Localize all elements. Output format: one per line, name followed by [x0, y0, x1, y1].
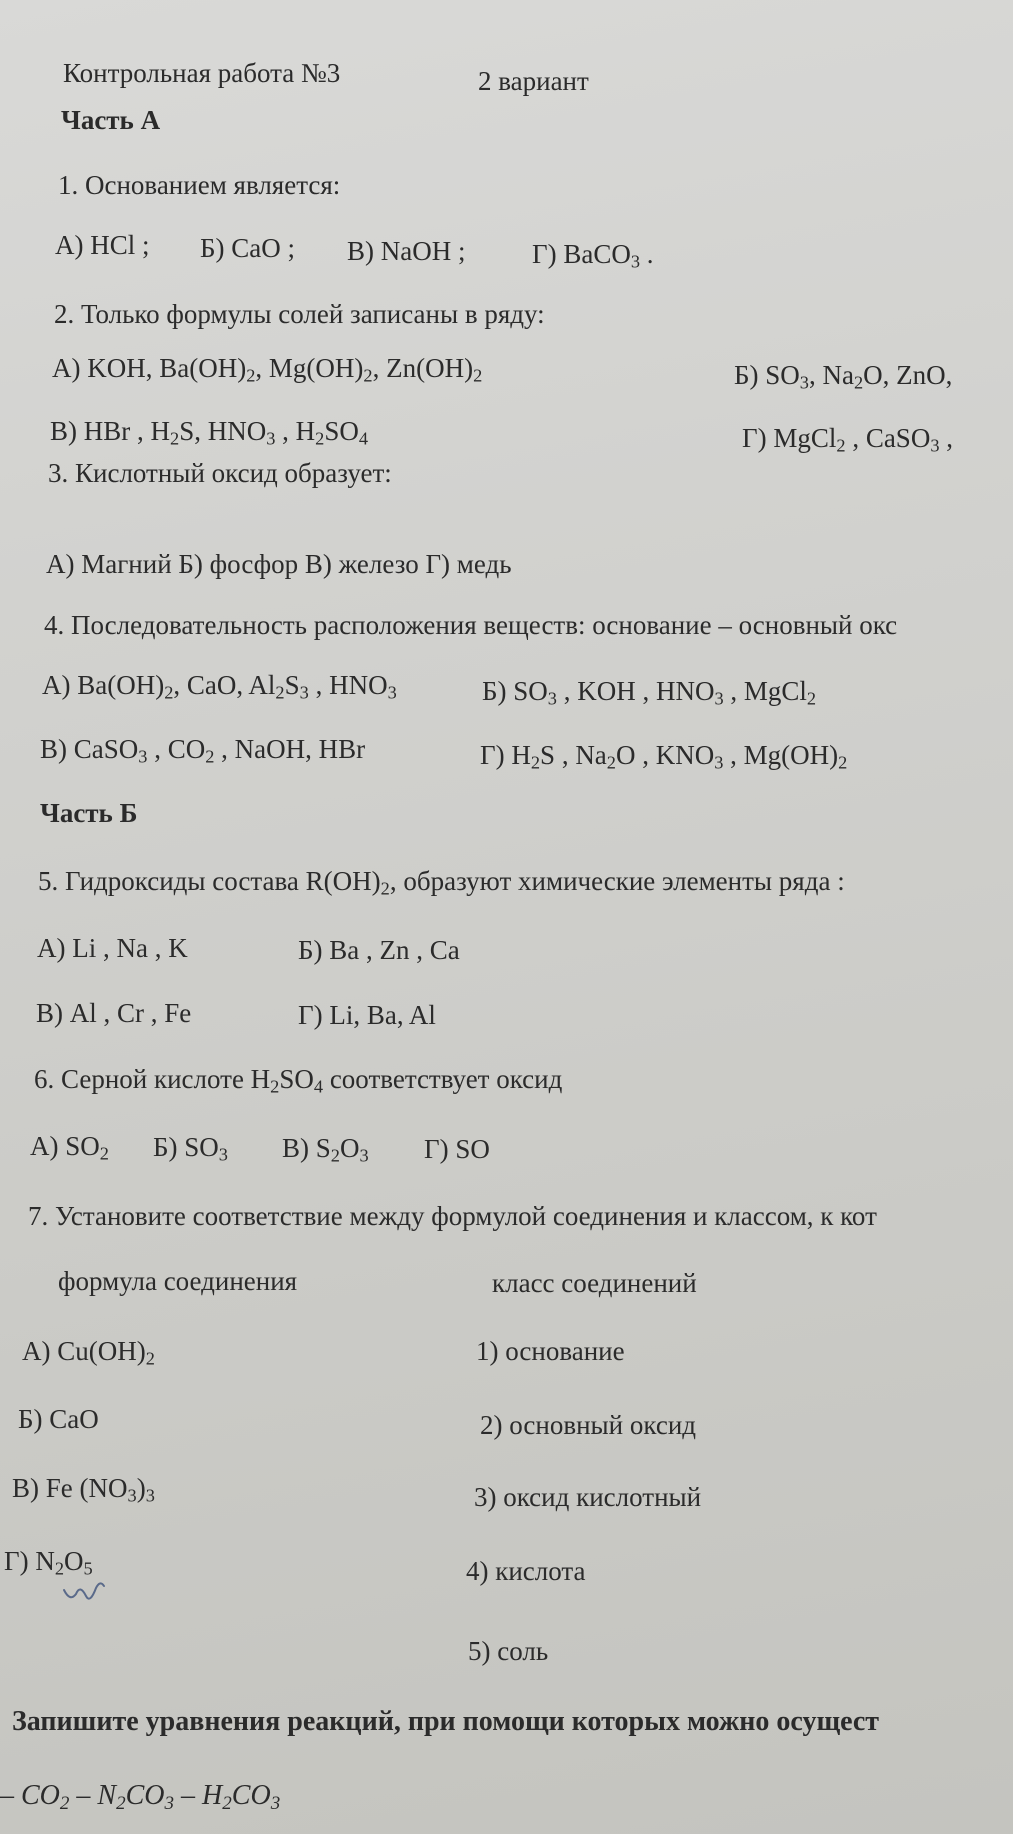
- q7-formula-d: Г) $N_2O_5$: [4, 1546, 93, 1579]
- q4-option-b: Б) $SO_3$ , KOH , $HNO_3$ , MgCl$_2$: [482, 676, 817, 709]
- q6-option-a: А) $SO_2$: [30, 1131, 109, 1164]
- q7-class-2: 2) основный оксид: [480, 1410, 696, 1440]
- q5-option-b: Б) Ba , Zn , Ca: [298, 935, 460, 965]
- q6-option-d: Г) SO: [424, 1134, 490, 1164]
- q7-formula-c: В) Fe $(NO_3)_3$: [12, 1473, 155, 1506]
- q3-options: А) Магний Б) фосфор В) железо Г) медь: [46, 549, 512, 579]
- question-5: 5. Гидроксиды состава $R(OH)_2$, образуют химические элементы ряда :: [38, 866, 845, 899]
- question-8: Запишите уравнения реакций, при помощи которых можно осущест: [12, 1706, 880, 1737]
- q1-option-a: А) HCl ;: [55, 230, 150, 260]
- part-a-title: Часть А: [61, 105, 161, 135]
- question-7: 7. Установите соответствие между формулой соединения и классом, к кот: [28, 1201, 877, 1231]
- q2-option-c: В) HBr , $H_2S$, $HNO_3$ , $H_2SO_4$: [50, 416, 369, 449]
- q2-option-b: Б) $SO_3$, $Na_2O$, ZnO,: [734, 360, 953, 393]
- q1-option-b: Б) CaO ;: [200, 233, 295, 263]
- question-3: 3. Кислотный оксид образует:: [48, 458, 392, 488]
- q1-option-d: Г) BaCO$_3$ .: [532, 239, 654, 272]
- question-6: 6. Серной кислоте $H_2SO_4$ соответствует оксид: [34, 1064, 563, 1097]
- handwritten-check-icon: [60, 1576, 110, 1608]
- q7-formula-a: А) $Cu(OH)_2$: [22, 1336, 155, 1369]
- part-b-title: Часть Б: [40, 798, 138, 828]
- q6-option-c: В) $S_2O_3$: [282, 1133, 369, 1166]
- q7-class-1: 1) основание: [476, 1336, 625, 1366]
- question-2: 2. Только формулы солей записаны в ряду:: [54, 299, 545, 329]
- q2-option-d: Г) MgCl$_2$ , CaSO$_3$ ,: [742, 423, 954, 456]
- question-1: 1. Основанием является:: [58, 170, 341, 200]
- worksheet-title: Контрольная работа №3: [63, 58, 341, 88]
- q4-option-c: В) CaSO$_3$ , $CO_2$ , NaOH, HBr: [40, 734, 366, 767]
- q2-option-a: А) KOH, $Ba(OH)_2$, $Mg(OH)_2$, $Zn(OH)_2$: [52, 353, 483, 386]
- q6-option-b: Б) $SO_3$: [153, 1132, 228, 1165]
- q7-column-formula: формула соединения: [58, 1266, 298, 1296]
- q4-option-d: Г) $H_2S$ , $Na_2O$ , $KNO_3$ , $Mg(OH)_2$: [480, 740, 848, 773]
- q7-column-class: класс соединений: [492, 1268, 697, 1298]
- q5-option-c: В) Al , Cr , Fe: [36, 998, 192, 1028]
- q5-option-a: А) Li , Na , K: [37, 933, 188, 963]
- q1-option-c: В) NaOH ;: [347, 236, 466, 266]
- question-4: 4. Последовательность расположения веществ: основание – основный окс: [44, 610, 898, 640]
- q7-class-5: 5) соль: [468, 1636, 549, 1666]
- q8-reaction-chain: – $CO_2 - N_2CO_3 - H_2CO_3$: [0, 1780, 281, 1814]
- q7-formula-b: Б) CaO: [18, 1404, 99, 1434]
- variant-label: 2 вариант: [478, 66, 589, 96]
- q7-class-3: 3) оксид кислотный: [474, 1482, 702, 1512]
- q7-class-4: 4) кислота: [466, 1556, 586, 1586]
- q5-option-d: Г) Li, Ba, Al: [298, 1000, 436, 1030]
- q4-option-a: А) $Ba(OH)_2$, CaO, $Al_2S_3$ , $HNO_3$: [42, 670, 397, 703]
